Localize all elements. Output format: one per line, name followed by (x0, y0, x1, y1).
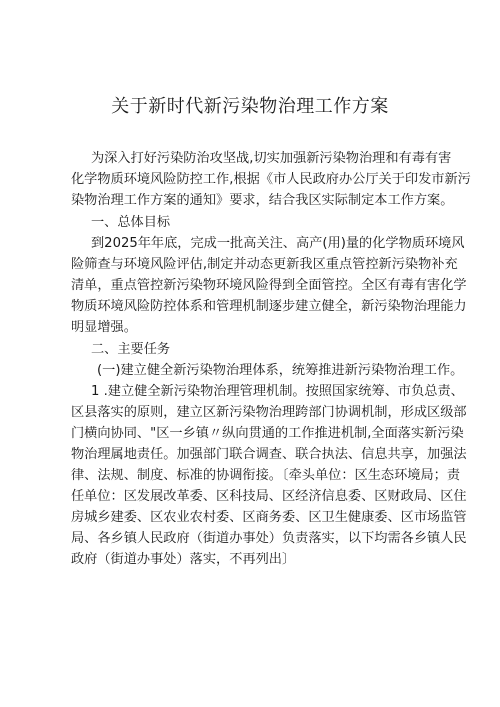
item-line: 物治理属地责任。加强部门联合调查、联合执法、信息共享，加强法 (71, 447, 467, 462)
item-line: 政府（街道办事处）落实，不再列出〕 (71, 552, 296, 567)
task-item-paragraph (71, 381, 467, 570)
item-line: 门横向协同、"区一乡镇〃纵向贯通的工作推进机制,全面落实新污染 (71, 426, 464, 441)
section-heading-overall-goal (71, 212, 451, 233)
item-line: 房城乡建委、区农业农村委、区商务委、区卫生健康委、区市场监管 (71, 510, 467, 525)
section-heading-main-tasks (71, 339, 451, 360)
task-heading-text: (一)建立健全新污染物治理体系，统筹推进新污染物治理工作。 (97, 363, 464, 378)
task-heading (71, 360, 464, 381)
goal-line: 险筛查与环境风险评估,制定并动态更新我区重点管控新污染物补充 (71, 257, 458, 272)
goal-paragraph (71, 233, 467, 338)
goal-line: 到2025年年底，完成一批高关注、高产(用)量的化学物质环境风 (91, 236, 465, 251)
section-heading-text: 二、主要任务 (91, 342, 171, 357)
item-line: 局、各乡镇人民政府（街道办事处）负责落实，以下均需各乡镇人民 (71, 531, 467, 546)
intro-line: 染物治理工作方案的通知》要求，结合我区实际制定本工作方案。 (71, 193, 454, 208)
intro-line: 化学物质环境风险防控工作,根据《市人民政府办公厅关于印发市新污 (71, 172, 471, 187)
section-heading-text: 一、总体目标 (91, 215, 171, 230)
item-line: 1 .建立健全新污染物治理管理机制。按照国家统筹、市负总责、 (91, 384, 464, 399)
document-title: 关于新时代新污染物治理工作方案 (111, 96, 389, 117)
goal-line: 明显增强。 (71, 320, 137, 335)
item-line: 任单位：区发展改革委、区科技局、区经济信息委、区财政局、区住 (71, 489, 467, 504)
intro-line: 为深入打好污染防治攻坚战,切实加强新污染物治理和有毒有害 (91, 151, 452, 166)
item-line: 区县落实的原则，建立区新污染物治理跨部门协调机制，形成区级部 (71, 405, 467, 420)
item-line: 律、法规、制度、标准的协调衔接。〔牵头单位：区生态环境局；责 (71, 468, 461, 483)
intro-paragraph (71, 148, 471, 211)
goal-line: 清单，重点管控新污染物环境风险得到全面管控。全区有毒有害化学 (71, 278, 467, 293)
goal-line: 物质环境风险防控体系和管理机制逐步建立健全，新污染物治理能力 (71, 299, 467, 314)
